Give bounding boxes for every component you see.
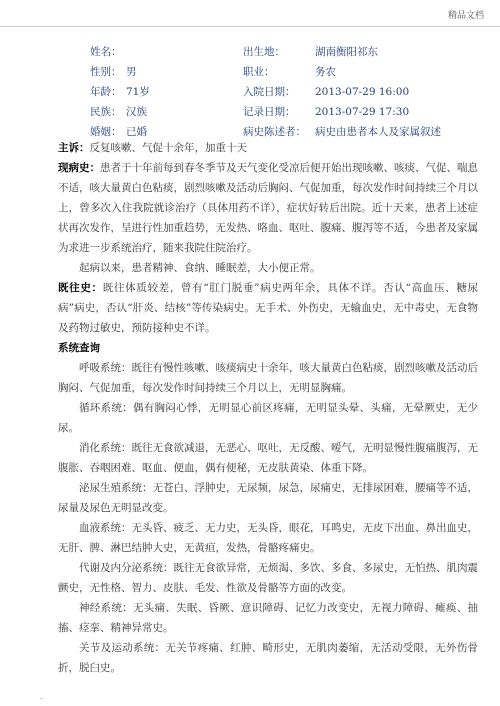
info-value: 2013-07-29 17:30 [315,106,410,118]
chief-complaint-text: 反复咳嗽、气促十余年，加重十天 [89,142,247,154]
present-illness-label: 现病史： [58,162,100,174]
system-item: 循环系统：偶有胸闷心悸，无明显心前区疼痛，无明显头晕、头痛，无晕厥史，无少尿。 [58,402,478,434]
info-row [90,102,480,122]
info-value: 71岁 [126,86,150,98]
header-divider [0,26,500,27]
info-value: 务农 [315,66,336,78]
info-value: 已婚 [126,126,147,138]
info-value: 汉族 [126,106,147,118]
past-history [58,278,478,338]
watermark: 精品文档 [447,11,484,21]
system-item: 泌尿生殖系统：无苍白、浮肿史，无尿频，尿急，尿痛史，无排尿困难，腰痛等不适，尿量及尿色无明显改变。 [58,482,478,514]
chief-complaint-label: 主诉： [58,142,90,154]
info-label: 性别： [90,66,122,78]
info-row [90,82,480,102]
info-label: 入院日期： [243,86,296,98]
system-item: 关节及运动系统：无关节疼痛、红肿、畸形史，无肌肉萎缩，无活动受限，无外伤骨折，脱臼史。 [58,642,478,674]
past-history-text: 既往体质较差，曾有“肛门脱垂”病史两年余，具体不详。否认“高血压、糖尿病”病史，否认“肝炎、结核”等传染病史。无手术、外伤史，无输血史，无中毒史，无食物及药物过敏史，预防接种史不详。 [58,282,479,334]
info-label: 病史陈述者： [243,126,306,138]
info-label: 职业： [243,66,275,78]
footer-mark: . [40,692,43,701]
info-value: 2013-07-29 16:00 [315,86,410,98]
info-row [90,42,480,62]
patient-info-block [90,42,480,142]
system-item: 呼吸系统：既往有慢性咳嗽、咳痰病史十余年，咳大量黄白色粘痰，剧烈咳嗽及活动后胸闷、气促加重，每次发作时间持续三个月以上，无明显胸痛。 [58,362,478,394]
info-label: 出生地： [243,46,285,58]
info-row [90,62,480,82]
past-history-label: 既往史： [58,282,103,294]
record-content [58,138,478,678]
info-label: 记录日期： [243,106,296,118]
info-value: 男 [126,66,137,78]
system-item: 代谢及内分泌系统：既往无食欲异常，无烦渴、多饮、多食、多尿史，无怕热、肌肉震颤史，无性格、智力、皮肤、毛发、性欲及骨骼等方面的改变。 [58,562,478,594]
present-illness [58,158,478,258]
info-label: 婚姻： [90,126,122,138]
system-item: 消化系统：既往无食欲减退，无恶心、呕吐，无反酸、嗳气，无明显慢性腹痛腹泻，无腹胀、吞咽困难、呕血、便血，偶有便秘，无皮肤黄染、体重下降。 [58,442,478,474]
system-item: 血液系统：无头昏、疲乏、无力史，无头昏，眼花，耳鸣史，无皮下出血、鼻出血史，无肝、脾、淋巴结肿大史，无黄疸，发热，骨骼疼痛史。 [58,522,478,554]
chief-complaint [58,138,478,158]
system-item: 神经系统：无头痛、失眠、昏厥、意识障碍、记忆力改变史，无视力障碍、瘫痪、抽搐、痉挛、精神异常史。 [58,602,478,634]
info-label: 年龄： [90,86,122,98]
info-label: 民族： [90,106,122,118]
present-illness-text: 患者于十年前每到春冬季节及天气变化受凉后便开始出现咳嗽、咳痰、气促、喘息不适，咳大量黄白色粘痰，剧烈咳嗽及活动后胸闷、气促加重，每次发作时间持续三个月以上，曾多次入住我院就诊治疗（具体用药不详），症状好转后出院。近十天来，患者上述症状再次发作，呈进行性加重趋势，无发热、咯血、呕吐、腹痛、腹泻等不适，今患者及家属为求进一步系统治疗，随来我院住院治疗。 [58,162,478,254]
info-value: 病史由患者本人及家属叙述 [315,126,441,138]
info-label: 姓名： [90,46,122,58]
systems-review-title: 系统查询 [58,342,100,354]
present-illness-general: 起病以来，患者精神、食纳、睡眠差，大小便正常。 [79,262,321,274]
info-value: 湖南衡阳祁东 [315,46,378,58]
